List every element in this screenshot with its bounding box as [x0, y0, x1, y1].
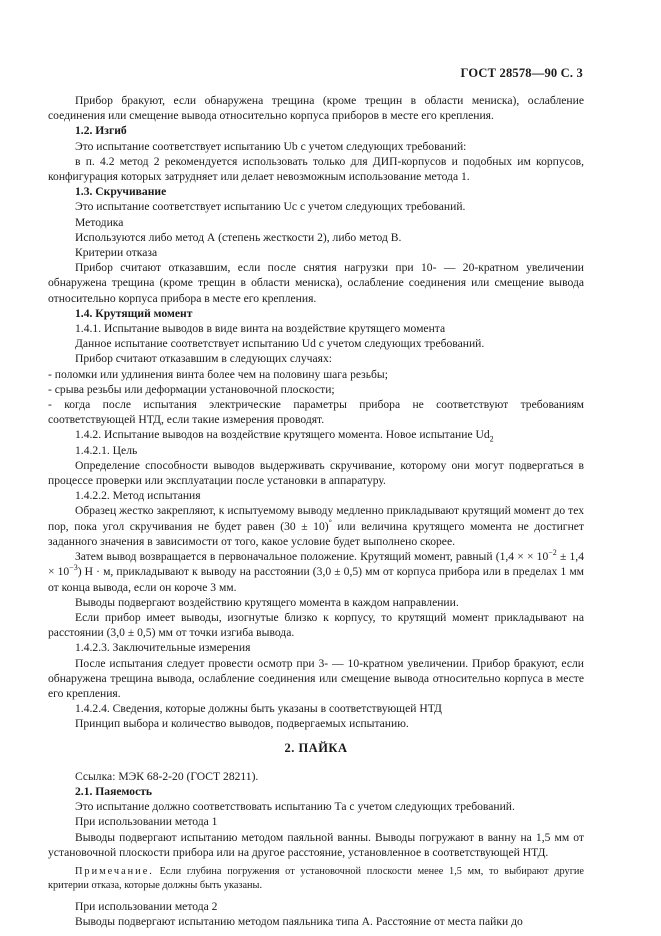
paragraph: Выводы подвергают испытанию методом паяльной ванны. Выводы погружают в ванну на 1,5 мм от установочной плоскости прибора или на другое расстояние, установленное в соответствующей НТД. [48, 830, 584, 859]
paragraph: Данное испытание соответствует испытанию Ud с учетом следующих требований. [75, 337, 485, 351]
paragraph: Это испытание соответствует испытанию Ub с учетом следующих требований: [75, 139, 467, 153]
heading-1-3: 1.3. Скручивание [75, 185, 167, 199]
paragraph: 1.4.1. Испытание выводов в виде винта на воздействие крутящего момента [75, 322, 446, 336]
paragraph: Это испытание должно соответствовать испытанию Та с учетом следующих требований. [75, 800, 515, 814]
text-run: 1.4.2. Испытание выводов на воздействие крутящего момента. Новое испытание Ud [75, 428, 490, 442]
paragraph: Методика [75, 215, 124, 229]
paragraph: 1.4.2.2. Метод испытания [75, 489, 201, 503]
heading-2-1: 2.1. Паяемость [75, 784, 153, 798]
section-title: 2. ПАЙКА [284, 740, 348, 755]
text-run: Затем вывод возвращается в первоначальное положение. Крутящий момент, равный (1,4 × × 10 [75, 550, 549, 564]
paragraph: Если прибор имеет выводы, изогнутые близко к корпусу, то крутящий момент прикладывают на расстоянии (3,0 ± 0,5) мм от точки изгиба вывода. [48, 610, 584, 640]
paragraph: Прибор считают отказавшим, если после снятия нагрузки при 10- — 20-кратном увеличении обнаружена трещина (кроме трещин в области мениска), ослабление соединения или смещение вывода относительно корпуса прибора в месте его крепления. [48, 261, 584, 305]
text-run: ± 1,4 × 10 [48, 550, 584, 579]
paragraph: Принцип выбора и количество выводов, подвергаемых испытанию. [75, 717, 409, 731]
paragraph [48, 503, 584, 549]
paragraph: Определение способности выводов выдерживать скручивание, которому они могут подвергаться в процессе проверки или эксплуатации после установки в аппаратуру. [48, 458, 584, 488]
heading-1-4: 1.4. Крутящий момент [75, 306, 193, 320]
subscript: 2 [489, 434, 494, 444]
paragraph: При использовании метода 2 [75, 899, 218, 913]
paragraph: Это испытание соответствует испытанию Uc с учетом следующих требований. [75, 200, 466, 214]
paragraph: 1.4.2.4. Сведения, которые должны быть указаны в соответствующей НТД [75, 702, 442, 716]
paragraph [48, 549, 584, 595]
text-run: или величина крутящего момента не достигнет заданного значения в зависимости от того, какое условие будет выполнено скорее. [48, 519, 584, 548]
paragraph: в п. 4.2 метод 2 рекомендуется использовать только для ДИП-корпусов и подобных им корпусов, конфигурация которых затрудняет или делает невозможным использование метода 1. [48, 154, 584, 184]
superscript: −3 [69, 563, 78, 573]
note-text: Если глубина погружения от установочной плоскости менее 1,5 мм, то выбирают другие критерии отказа, которые должны быть указаны. [48, 865, 584, 891]
paragraph: 1.4.2.1. Цель [75, 443, 138, 457]
superscript: ° [328, 517, 332, 527]
page-header: ГОСТ 28578—90 С. 3 [460, 66, 583, 80]
document-body [48, 93, 584, 929]
paragraph: 1.4.2.3. Заключительные измерения [75, 641, 251, 655]
paragraph: Прибор бракуют, если обнаружена трещина (кроме трещин в области мениска), ослабление соединения или смещение вывода относительно корпуса приборов в месте его крепления. [48, 94, 584, 123]
paragraph: После испытания следует провести осмотр при 3- — 10-кратном увеличении. Прибор бракуют, если обнаружена трещина вывода, ослабление соединения или смещение вывода относительно корпуса в месте его крепления. [48, 656, 584, 700]
note [48, 865, 584, 893]
reference: Ссылка: МЭК 68-2-20 (ГОСТ 28211). [75, 769, 259, 783]
list-item: - срыва резьбы или деформации установочной плоскости; [48, 382, 335, 396]
heading-1-2: 1.2. Изгиб [75, 124, 127, 138]
note-label: Примечание. [75, 865, 154, 877]
paragraph: Выводы подвергают испытанию методом паяльника типа А. Расстояние от места пайки до [75, 915, 523, 929]
paragraph: Используются либо метод А (степень жесткости 2), либо метод В. [75, 230, 402, 244]
paragraph: Выводы подвергают воздействию крутящего момента в каждом направлении. [75, 595, 459, 609]
list-item: - когда после испытания электрические параметры прибора не соответствуют требованиям соответствующей НТД, если такие измерения проводят. [48, 398, 584, 427]
superscript: −2 [548, 548, 557, 558]
paragraph: Прибор считают отказавшим в следующих случаях: [75, 352, 332, 366]
paragraph [48, 427, 584, 442]
paragraph: Критерии отказа [75, 246, 158, 260]
text-run: Образец жестко закрепляют, к испытуемому выводу медленно прикладывают крутящий момент до тех пор, пока угол скручивания не будет равен (30 ± 10) [48, 504, 584, 533]
text-run: ) Н · м, прикладывают к выводу на расстоянии (3,0 ± 0,5) мм от корпуса прибора или в пределах 1 мм от конца вывода, если он короче 3 мм. [48, 565, 584, 594]
paragraph: При использовании метода 1 [75, 815, 218, 829]
list-item: - поломки или удлинения винта более чем на половину шага резьбы; [48, 367, 388, 381]
